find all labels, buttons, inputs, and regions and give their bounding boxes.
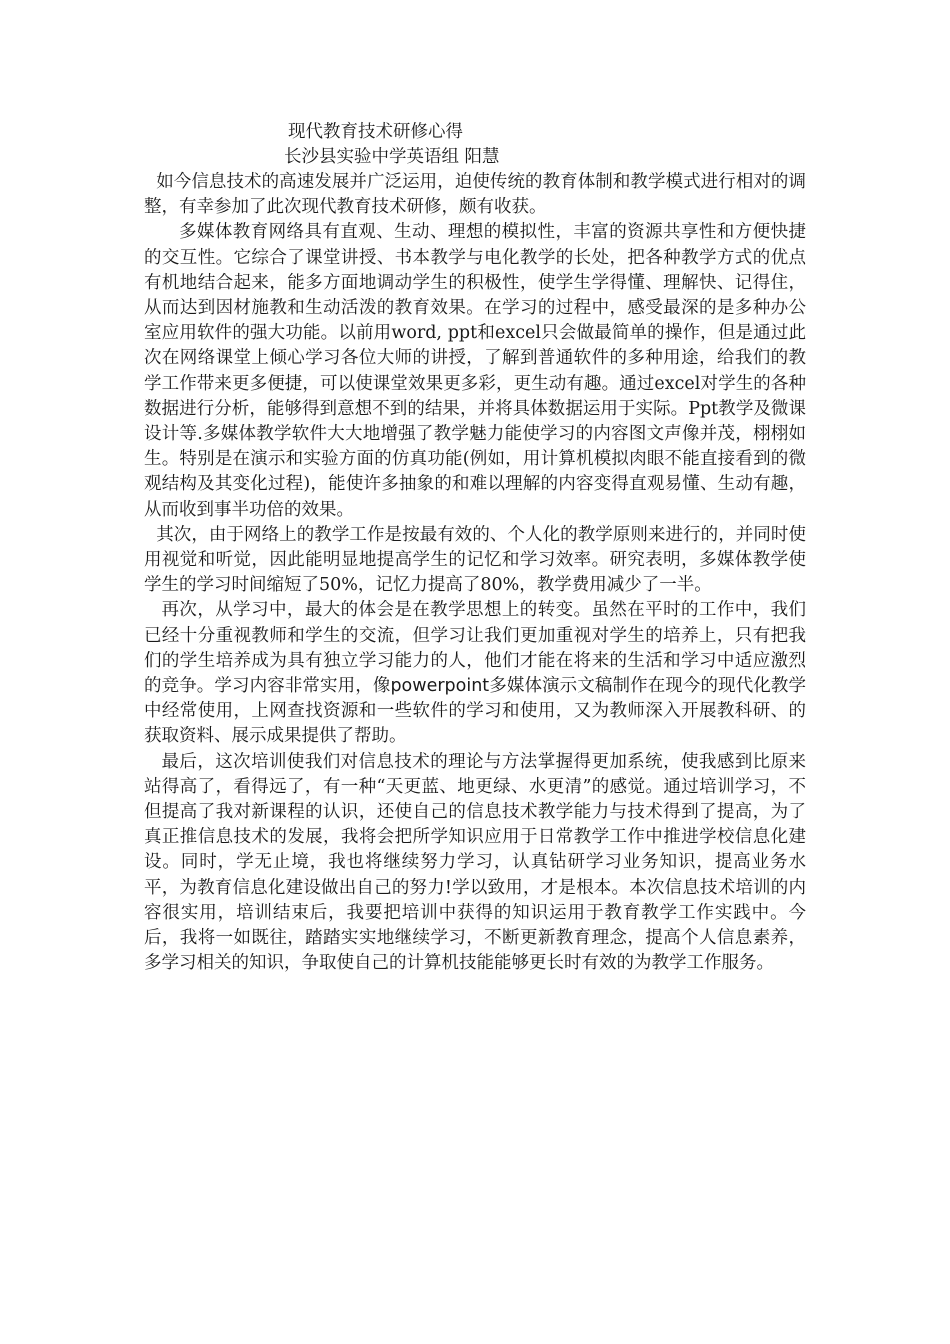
paragraph-intro: 如今信息技术的高速发展并广泛运用，迫使传统的教育体制和教学模式进行相对的调整，有幸参加了此次现代教育技术研修，颇有收获。: [144, 172, 806, 218]
paragraph-secondly: 其次，由于网络上的教学工作是按最有效的、个人化的教学原则来进行的，并同时使用视觉和听觉，因此能明显地提高学生的记忆和学习效率。研究表明，多媒体教学使学生的学习时间缩短了50%，记忆力提高了80%，教学费用减少了一半。: [144, 524, 806, 596]
document-body: [144, 120, 806, 977]
paragraph-thirdly-part1: 再次，从学习中，最大的体会是在教学思想上的转变。虽然在平时的工作中，我们已经十分重视教师和学生的交流，但学习让我们更加重视对学生的培养上，只有把我们的学生培养成为具有独立学习能力的人，他们才能在将来的生活和学习中适应激烈的竞争。学习内容非常实用，像: [144, 600, 806, 697]
paragraph-finally: 最后，这次培训使我们对信息技术的理论与方法掌握得更加系统，使我感到比原来站得高了，看得远了，有一种“天更蓝、地更绿、水更清”的感觉。通过培训学习，不但提高了我对新课程的认识，还使自己的信息技术教学能力与技术得到了提高，为了真正推信息技术的发展，我将会把所学知识应用于日常教学工作中推进学校信息化建设。同时，学无止境，我也将继续努力学习，认真钻研学习业务知识，提高业务水平，为教育信息化建设做出自己的努力!学以致用，才是根本。本次信息技术培训的内容很实用，培训结束后，我要把培训中获得的知识运用于教育教学工作实践中。今后，我将一如既往，踏踏实实地继续学习，不断更新教育理念，提高个人信息素养，多学习相关的知识，争取使自己的计算机技能能够更长时有效的为教学工作服务。: [144, 751, 806, 974]
paragraph-thirdly-part2: 多媒体演示文稿制作在现今的现代化教学中经常使用，上网查找资源和一些软件的学习和使用，又为教师深入开展教科研、的获取资料、展示成果提供了帮助。: [144, 676, 807, 747]
paragraph-multimedia: 多媒体教育网络具有直观、生动、理想的模拟性，丰富的资源共享性和方便快捷的交互性。它综合了课堂讲授、书本教学与电化教学的长处，把各种教学方式的优点有机地结合起来，能多方面地调动学生的积极性，使学生学得懂、理解快、记得住，从而达到因材施教和生动活泼的教育效果。在学习的过程中，感受最深的是多种办公室应用软件的强大功能。以前用word, ppt和excel只会做最简单的操作，但是通过此次在网络课堂上倾心学习各位大师的讲授，了解到普通软件的多种用途，给我们的教学工作带来更多便捷，可以使课堂效果更多彩，更生动有趣。通过excel对学生的各种数据进行分析，能够得到意想不到的结果，并将具体数据运用于实际。Ppt教学及微课设计等.多媒体教学软件大大地增强了教学魅力能使学习的内容图文声像并茂，栩栩如生。特别是在演示和实验方面的仿真功能(例如，用计算机模拟肉眼不能直接看到的微观结构及其变化过程)，能使许多抽象的和难以理解的内容变得直观易懂、生动有趣，从而收到事半功倍的效果。: [144, 222, 806, 520]
document-author: 长沙县实验中学英语组 阳慧: [284, 147, 500, 167]
document-title: 现代教育技术研修心得: [288, 122, 463, 142]
paragraph-thirdly: [144, 598, 806, 749]
powerpoint-word: powerpoint: [390, 676, 490, 697]
